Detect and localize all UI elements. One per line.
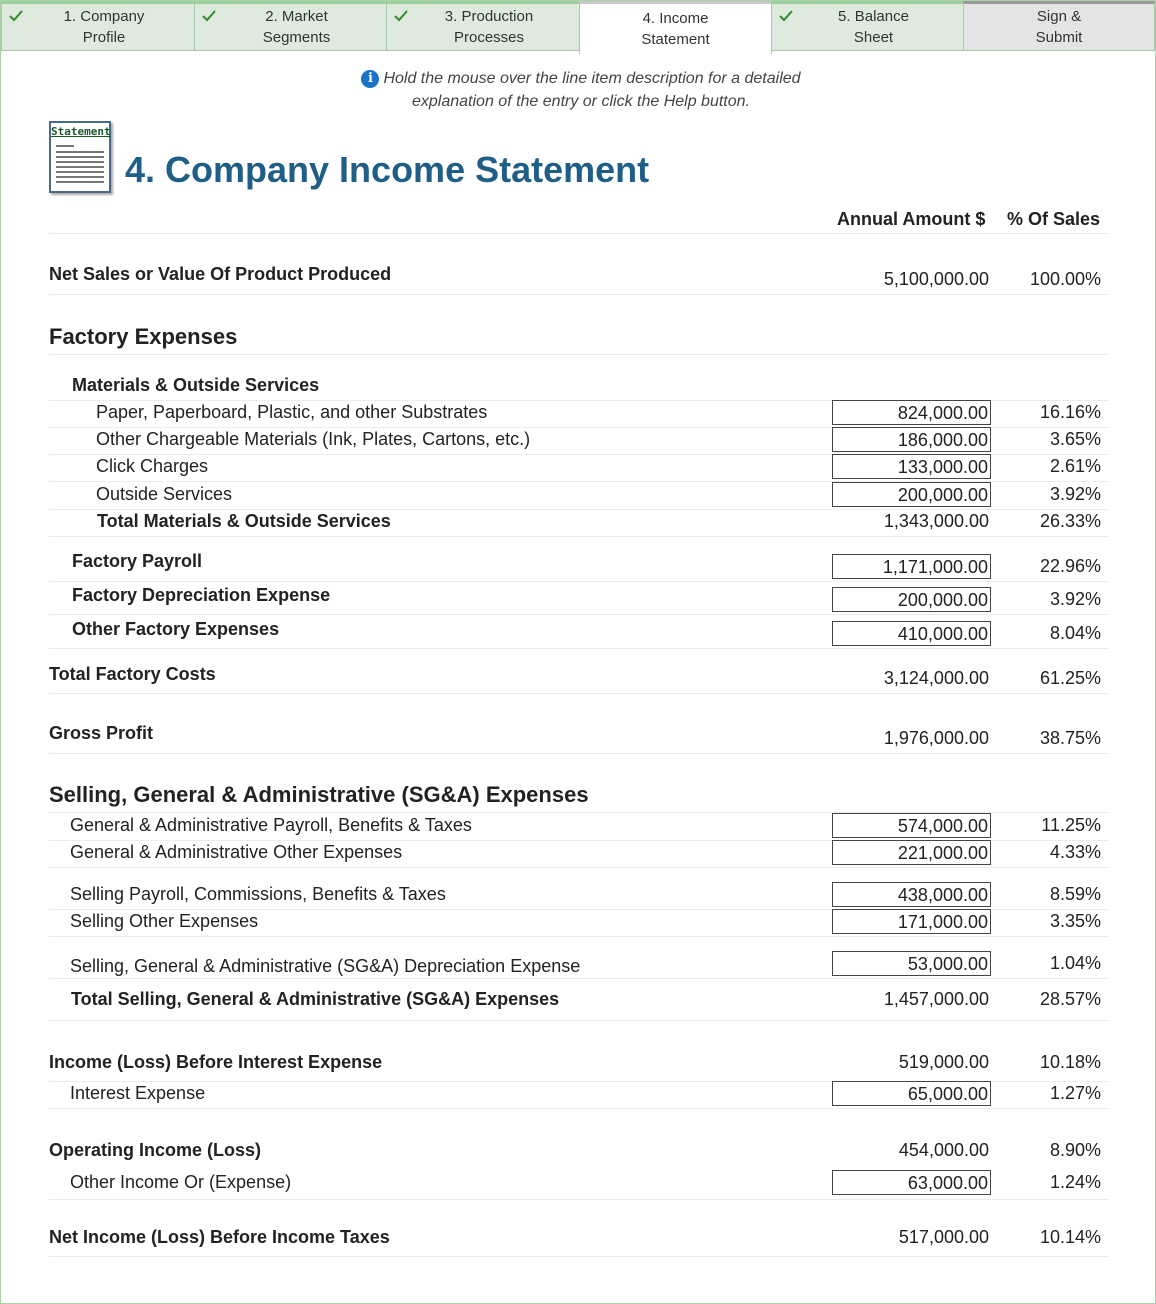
statement-icon: Statement (49, 121, 111, 193)
row-operating-income: Operating Income (Loss) 454,000.00 8.90% (49, 1140, 1101, 1160)
info-icon: i (361, 70, 379, 88)
column-header-percent: % Of Sales (1007, 209, 1101, 229)
outside-services-input[interactable]: 200,000.00 (832, 482, 991, 507)
other-income-input[interactable]: 63,000.00 (832, 1170, 991, 1195)
row-ga-other[interactable]: General & Administrative Other Expenses 221,000.00 4.33% (49, 840, 1109, 868)
row-paper[interactable]: Paper, Paperboard, Plastic, and other Substrates 824,000.00 16.16% (49, 400, 1109, 428)
row-net-sales: Net Sales or Value Of Product Produced 5,100,000.00 100.00% (49, 259, 1109, 295)
factory-depreciation-input[interactable]: 200,000.00 (832, 587, 991, 612)
row-click-charges[interactable]: Click Charges 133,000.00 2.61% (49, 454, 1109, 482)
column-header-amount: Annual Amount $ (837, 209, 986, 229)
step-tabs (1, 1, 1155, 53)
tab-company-profile[interactable]: 1. Company Profile (1, 1, 195, 51)
section-factory-expenses: Factory Expenses (49, 319, 1109, 355)
header-divider (49, 201, 1109, 234)
help-hint: i Hold the mouse over the line item description for a detailed explanation of the entry or click the Help button. (341, 67, 821, 113)
row-gross-profit: Gross Profit 1,976,000.00 38.75% (49, 718, 1109, 754)
row-other-factory[interactable]: Other Factory Expenses 410,000.00 8.04% (49, 614, 1109, 649)
selling-other-input[interactable]: 171,000.00 (832, 909, 991, 934)
row-outside-services[interactable]: Outside Services 200,000.00 3.92% (49, 481, 1109, 510)
tab-balance-sheet[interactable]: 5. Balance Sheet (771, 1, 964, 51)
ga-other-input[interactable]: 221,000.00 (832, 840, 991, 865)
row-total-sga: Total Selling, General & Administrative (SG&A) Expenses 1,457,000.00 28.57% (49, 978, 1109, 1021)
row-sga-depreciation[interactable]: Selling, General & Administrative (SG&A) Depreciation Expense 53,000.00 1.04% (49, 951, 1109, 979)
paper-input[interactable]: 824,000.00 (832, 400, 991, 425)
row-total-materials: Total Materials & Outside Services 1,343,000.00 26.33% (49, 509, 1109, 537)
row-net-income-before-tax: Net Income (Loss) Before Income Taxes 517,000.00 10.14% (49, 1222, 1109, 1257)
check-icon (393, 8, 409, 24)
tab-production-processes[interactable]: 3. Production Processes (386, 1, 580, 51)
other-materials-input[interactable]: 186,000.00 (832, 427, 991, 452)
row-factory-depreciation[interactable]: Factory Depreciation Expense 200,000.00 3.92% (49, 581, 1109, 615)
section-sga: Selling, General & Administrative (SG&A) Expenses (49, 777, 1109, 813)
row-total-factory: Total Factory Costs 3,124,000.00 61.25% (49, 659, 1109, 694)
sga-depreciation-input[interactable]: 53,000.00 (832, 951, 991, 976)
ga-payroll-input[interactable]: 574,000.00 (832, 813, 991, 838)
check-icon (8, 8, 24, 24)
row-selling-payroll[interactable]: Selling Payroll, Commissions, Benefits & Taxes 438,000.00 8.59% (49, 881, 1109, 910)
row-ga-payroll[interactable]: General & Administrative Payroll, Benefits & Taxes 574,000.00 11.25% (49, 812, 1109, 841)
check-icon (778, 8, 794, 24)
tab-sign-submit[interactable]: Sign & Submit (963, 1, 1155, 51)
row-income-before-interest: Income (Loss) Before Interest Expense 519,000.00 10.18% (49, 1046, 1109, 1082)
other-factory-input[interactable]: 410,000.00 (832, 621, 991, 646)
row-interest-expense[interactable]: Interest Expense 65,000.00 1.27% (49, 1081, 1109, 1109)
row-other-materials[interactable]: Other Chargeable Materials (Ink, Plates, Cartons, etc.) 186,000.00 3.65% (49, 427, 1109, 455)
tab-market-segments[interactable]: 2. Market Segments (194, 1, 387, 51)
tab-income-statement[interactable]: 4. Income Statement (579, 1, 772, 54)
row-factory-payroll[interactable]: Factory Payroll 1,171,000.00 22.96% (49, 546, 1109, 582)
page-title: 4. Company Income Statement (125, 149, 650, 190)
selling-payroll-input[interactable]: 438,000.00 (832, 882, 991, 907)
factory-payroll-input[interactable]: 1,171,000.00 (832, 554, 991, 579)
row-selling-other[interactable]: Selling Other Expenses 171,000.00 3.35% (49, 909, 1109, 937)
check-icon (201, 8, 217, 24)
click-charges-input[interactable]: 133,000.00 (832, 454, 991, 479)
row-other-income[interactable]: Other Income Or (Expense) 63,000.00 1.24% (49, 1167, 1109, 1200)
interest-expense-input[interactable]: 65,000.00 (832, 1081, 991, 1106)
subsection-materials: Materials & Outside Services (49, 366, 1109, 401)
